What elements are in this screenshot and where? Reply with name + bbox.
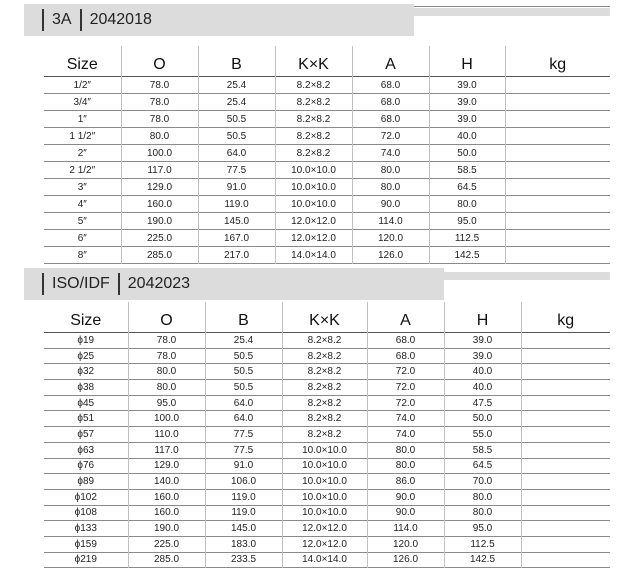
- table-cell: 64.0: [198, 145, 275, 162]
- table-row: [44, 196, 610, 213]
- table-row: [44, 474, 610, 490]
- standard-label: 3A: [52, 11, 72, 28]
- header-tail-stripe: [414, 8, 610, 16]
- table-cell: 68.0: [367, 348, 444, 364]
- dimension-table-3a: [44, 46, 610, 264]
- table-cell: [521, 536, 610, 552]
- table-cell: 160.0: [128, 489, 205, 505]
- table-cell: 78.0: [128, 333, 205, 349]
- table-cell: 25.4: [198, 77, 275, 94]
- table-cell: 72.0: [367, 380, 444, 396]
- table-cell: 120.0: [367, 536, 444, 552]
- table-cell: 285.0: [121, 247, 198, 264]
- table-cell: 39.0: [429, 77, 505, 94]
- table-cell: [521, 458, 610, 474]
- table-cell: [505, 213, 610, 230]
- table-cell: 8.2×8.2: [275, 94, 352, 111]
- table-cell: [505, 230, 610, 247]
- table-row: [44, 179, 610, 196]
- table-cell: 3/4″: [44, 94, 121, 111]
- table-row: [44, 247, 610, 264]
- table-cell: ϕ51: [44, 411, 128, 427]
- column-header: Size: [44, 46, 121, 77]
- table-cell: 40.0: [444, 380, 521, 396]
- table-cell: 114.0: [352, 213, 429, 230]
- table-header-row: [44, 302, 610, 333]
- table-cell: ϕ19: [44, 333, 128, 349]
- table-cell: 1 1/2″: [44, 128, 121, 145]
- table-cell: 106.0: [205, 474, 282, 490]
- table-cell: 14.0×14.0: [275, 247, 352, 264]
- table-cell: [521, 348, 610, 364]
- dimension-table-iso-idf: [44, 302, 610, 568]
- table-cell: 90.0: [367, 489, 444, 505]
- table-cell: 12.0×12.0: [275, 213, 352, 230]
- table-cell: 64.0: [205, 395, 282, 411]
- table-cell: 64.5: [429, 179, 505, 196]
- table-cell: 1″: [44, 111, 121, 128]
- table-cell: [521, 395, 610, 411]
- table-body: [44, 77, 610, 264]
- table-cell: 10.0×10.0: [275, 179, 352, 196]
- table-cell: 72.0: [367, 395, 444, 411]
- table-cell: [521, 380, 610, 396]
- header-separator: [118, 273, 120, 295]
- table-cell: 50.0: [429, 145, 505, 162]
- table-cell: 10.0×10.0: [282, 489, 367, 505]
- column-header: kg: [549, 56, 567, 73]
- table-cell: 140.0: [128, 474, 205, 490]
- table-row: [44, 128, 610, 145]
- table-cell: 80.0: [352, 162, 429, 179]
- table-cell: 142.5: [429, 247, 505, 264]
- table-cell: 8.2×8.2: [282, 411, 367, 427]
- section-header-iso-idf: [24, 268, 444, 300]
- table-cell: 8.2×8.2: [282, 395, 367, 411]
- table-cell: 39.0: [429, 111, 505, 128]
- table-cell: ϕ76: [44, 458, 128, 474]
- table-cell: 14.0×14.0: [282, 552, 367, 568]
- table-cell: 1/2″: [44, 77, 121, 94]
- table-cell: 77.5: [198, 162, 275, 179]
- column-header: A: [352, 46, 429, 77]
- table-row: [44, 505, 610, 521]
- table-cell: ϕ38: [44, 380, 128, 396]
- table-cell: 78.0: [121, 111, 198, 128]
- table-cell: 8.2×8.2: [275, 77, 352, 94]
- column-header: kg: [557, 312, 575, 329]
- table-row: [44, 380, 610, 396]
- table-cell: ϕ57: [44, 427, 128, 443]
- table-cell: 10.0×10.0: [282, 458, 367, 474]
- table-cell: 40.0: [429, 128, 505, 145]
- table-row: [44, 536, 610, 552]
- table-cell: 129.0: [121, 179, 198, 196]
- table-cell: 39.0: [444, 348, 521, 364]
- table-cell: 80.0: [121, 128, 198, 145]
- table-cell: 80.0: [444, 489, 521, 505]
- table-row: [44, 427, 610, 443]
- table-cell: [505, 179, 610, 196]
- table-cell: 91.0: [205, 458, 282, 474]
- table-cell: 8.2×8.2: [282, 364, 367, 380]
- table-cell: 64.5: [444, 458, 521, 474]
- table-cell: 190.0: [128, 521, 205, 537]
- table-cell: 64.0: [205, 411, 282, 427]
- table-cell: [521, 364, 610, 380]
- table-cell: 80.0: [128, 364, 205, 380]
- table-cell: 95.0: [128, 395, 205, 411]
- table-cell: 190.0: [121, 213, 198, 230]
- table-cell: ϕ219: [44, 552, 128, 568]
- table-cell: 55.0: [444, 427, 521, 443]
- column-header: Size: [44, 302, 128, 333]
- table-cell: 80.0: [444, 505, 521, 521]
- table-cell: [505, 77, 610, 94]
- table-cell: 90.0: [367, 505, 444, 521]
- table-cell: 78.0: [128, 348, 205, 364]
- table-row: [44, 94, 610, 111]
- table-cell: 120.0: [352, 230, 429, 247]
- header-divider: [42, 9, 44, 31]
- table-cell: 90.0: [352, 196, 429, 213]
- table-cell: 8.2×8.2: [282, 427, 367, 443]
- table-cell: ϕ108: [44, 505, 128, 521]
- table-cell: 8.2×8.2: [282, 348, 367, 364]
- table-cell: 4″: [44, 196, 121, 213]
- table-cell: 110.0: [128, 427, 205, 443]
- table-cell: 117.0: [128, 442, 205, 458]
- table-cell: 129.0: [128, 458, 205, 474]
- table-cell: 25.4: [205, 333, 282, 349]
- table-cell: 50.0: [444, 411, 521, 427]
- table-cell: 80.0: [128, 380, 205, 396]
- table-cell: 100.0: [128, 411, 205, 427]
- table-cell: 217.0: [198, 247, 275, 264]
- table-cell: 10.0×10.0: [282, 474, 367, 490]
- table-cell: 72.0: [352, 128, 429, 145]
- table-cell: 8.2×8.2: [282, 380, 367, 396]
- table-cell: 74.0: [352, 145, 429, 162]
- column-header: O: [121, 46, 198, 77]
- table-cell: 233.5: [205, 552, 282, 568]
- table-cell: 183.0: [205, 536, 282, 552]
- table-cell: 225.0: [128, 536, 205, 552]
- table-cell: 160.0: [121, 196, 198, 213]
- table-row: [44, 442, 610, 458]
- column-header: A: [367, 302, 444, 333]
- table-cell: 112.5: [444, 536, 521, 552]
- table-cell: ϕ89: [44, 474, 128, 490]
- table-cell: [521, 427, 610, 443]
- table-cell: [505, 128, 610, 145]
- column-header: B: [205, 302, 282, 333]
- table-cell: ϕ45: [44, 395, 128, 411]
- table-cell: 5″: [44, 213, 121, 230]
- table-cell: 68.0: [352, 94, 429, 111]
- table-header-row: [44, 46, 610, 77]
- table-cell: 58.5: [444, 442, 521, 458]
- table-cell: [521, 521, 610, 537]
- table-cell: ϕ102: [44, 489, 128, 505]
- table-cell: 145.0: [198, 213, 275, 230]
- table-row: [44, 230, 610, 247]
- table-cell: 114.0: [367, 521, 444, 537]
- table-cell: 10.0×10.0: [282, 505, 367, 521]
- product-code: 2042023: [127, 275, 191, 292]
- table-cell: 39.0: [429, 94, 505, 111]
- table-cell: 225.0: [121, 230, 198, 247]
- table-cell: ϕ133: [44, 521, 128, 537]
- column-header: K×K: [282, 302, 367, 333]
- table-row: [44, 348, 610, 364]
- table-cell: [521, 505, 610, 521]
- table-cell: 8.2×8.2: [275, 145, 352, 162]
- table-cell: [505, 196, 610, 213]
- table-cell: 50.5: [205, 380, 282, 396]
- table-cell: 126.0: [352, 247, 429, 264]
- table-cell: ϕ32: [44, 364, 128, 380]
- table-cell: 10.0×10.0: [275, 196, 352, 213]
- table-cell: 70.0: [444, 474, 521, 490]
- table-cell: 117.0: [121, 162, 198, 179]
- table-cell: 10.0×10.0: [275, 162, 352, 179]
- table-cell: [505, 145, 610, 162]
- table-cell: 25.4: [198, 94, 275, 111]
- table-cell: 77.5: [205, 427, 282, 443]
- table-cell: 167.0: [198, 230, 275, 247]
- table-cell: 80.0: [352, 179, 429, 196]
- table-cell: 78.0: [121, 77, 198, 94]
- standard-label: ISO/IDF: [52, 275, 110, 292]
- table-cell: [505, 162, 610, 179]
- table-cell: 74.0: [367, 411, 444, 427]
- table-cell: ϕ25: [44, 348, 128, 364]
- table-cell: 50.5: [198, 111, 275, 128]
- header-divider: [42, 273, 44, 295]
- table-cell: ϕ159: [44, 536, 128, 552]
- table-row: [44, 458, 610, 474]
- table-row: [44, 552, 610, 568]
- table-row: [44, 521, 610, 537]
- table-cell: 10.0×10.0: [282, 442, 367, 458]
- table-cell: 100.0: [121, 145, 198, 162]
- table-cell: 160.0: [128, 505, 205, 521]
- column-header: B: [198, 46, 275, 77]
- column-header: H: [444, 302, 521, 333]
- table-cell: 50.5: [198, 128, 275, 145]
- table-cell: 77.5: [205, 442, 282, 458]
- table-row: [44, 162, 610, 179]
- table-cell: [505, 247, 610, 264]
- table-cell: 91.0: [198, 179, 275, 196]
- table-cell: 80.0: [367, 442, 444, 458]
- table-row: [44, 213, 610, 230]
- table-cell: [521, 411, 610, 427]
- table-cell: 74.0: [367, 427, 444, 443]
- table-cell: 145.0: [205, 521, 282, 537]
- table-cell: 285.0: [128, 552, 205, 568]
- header-separator: [80, 9, 82, 31]
- table-cell: 78.0: [121, 94, 198, 111]
- table-cell: 95.0: [444, 521, 521, 537]
- table-cell: 126.0: [367, 552, 444, 568]
- table-row: [44, 489, 610, 505]
- table-cell: 50.5: [205, 348, 282, 364]
- table-cell: ϕ63: [44, 442, 128, 458]
- section-header-3a: [24, 4, 414, 36]
- table-cell: 2″: [44, 145, 121, 162]
- table-cell: 72.0: [367, 364, 444, 380]
- table-cell: 68.0: [367, 333, 444, 349]
- table-cell: 86.0: [367, 474, 444, 490]
- table-cell: 6″: [44, 230, 121, 247]
- table-cell: 112.5: [429, 230, 505, 247]
- table-cell: [521, 489, 610, 505]
- table-cell: [521, 442, 610, 458]
- table-row: [44, 364, 610, 380]
- table-cell: 47.5: [444, 395, 521, 411]
- table-cell: [521, 474, 610, 490]
- table-row: [44, 333, 610, 349]
- table-cell: 95.0: [429, 213, 505, 230]
- table-cell: 80.0: [429, 196, 505, 213]
- table-cell: 8.2×8.2: [275, 111, 352, 128]
- table-cell: 12.0×12.0: [275, 230, 352, 247]
- table-cell: 39.0: [444, 333, 521, 349]
- table-cell: 68.0: [352, 77, 429, 94]
- table-cell: 3″: [44, 179, 121, 196]
- table-cell: [521, 552, 610, 568]
- table-cell: [505, 94, 610, 111]
- table-cell: 80.0: [367, 458, 444, 474]
- table-cell: [521, 333, 610, 349]
- column-header: O: [128, 302, 205, 333]
- table-cell: 40.0: [444, 364, 521, 380]
- table-cell: [505, 111, 610, 128]
- table-cell: 8.2×8.2: [282, 333, 367, 349]
- table-cell: 142.5: [444, 552, 521, 568]
- table-cell: 12.0×12.0: [282, 536, 367, 552]
- table-row: [44, 77, 610, 94]
- header-tail-stripe: [444, 272, 610, 280]
- table-cell: 119.0: [198, 196, 275, 213]
- table-row: [44, 111, 610, 128]
- table-cell: 8″: [44, 247, 121, 264]
- table-cell: 58.5: [429, 162, 505, 179]
- table-row: [44, 411, 610, 427]
- column-header: K×K: [275, 46, 352, 77]
- table-cell: 68.0: [352, 111, 429, 128]
- table-cell: 50.5: [205, 364, 282, 380]
- table-cell: 2 1/2″: [44, 162, 121, 179]
- table-cell: 12.0×12.0: [282, 521, 367, 537]
- table-cell: 119.0: [205, 489, 282, 505]
- table-cell: 119.0: [205, 505, 282, 521]
- column-header: H: [429, 46, 505, 77]
- table-row: [44, 145, 610, 162]
- table-cell: 8.2×8.2: [275, 128, 352, 145]
- product-code: 2042018: [89, 11, 152, 28]
- table-body: [44, 333, 610, 568]
- table-row: [44, 395, 610, 411]
